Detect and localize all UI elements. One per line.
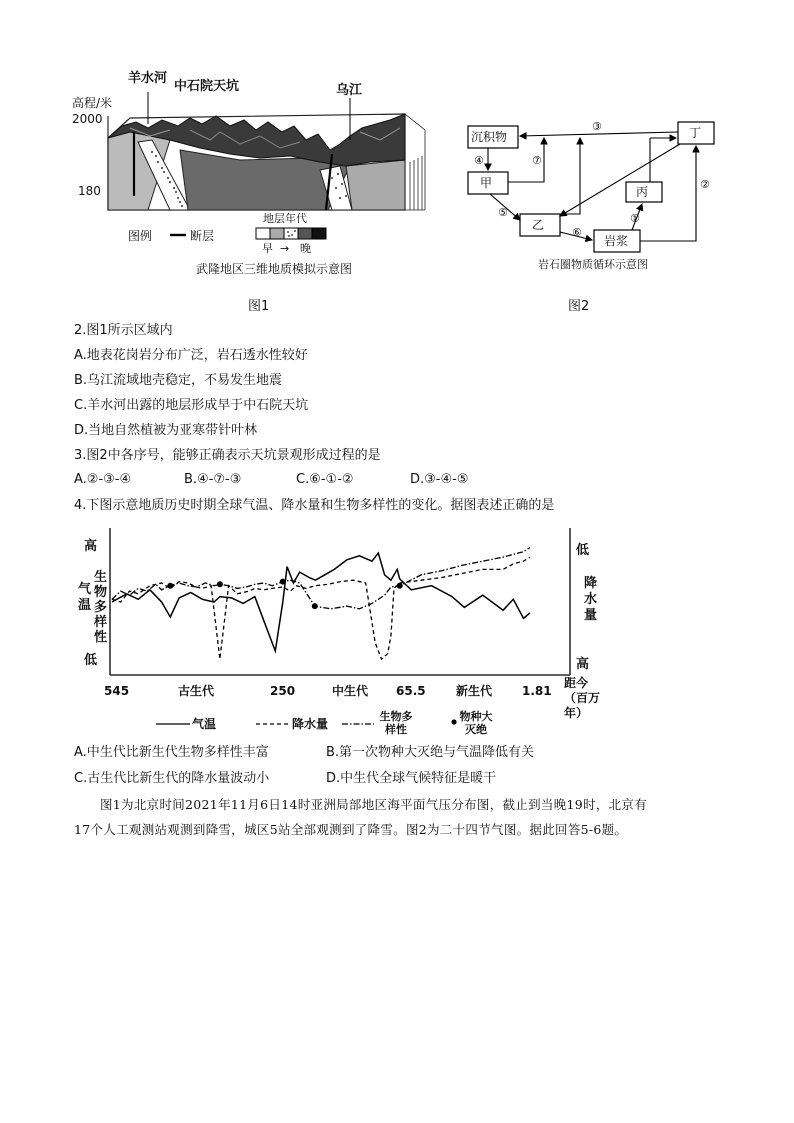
elevation-2000: 2000 [72, 112, 103, 126]
legend-temp: 气温 [192, 717, 217, 731]
legend-late: 晚 [300, 242, 311, 255]
left-axis-low: 低 [84, 653, 98, 668]
label-magma: 岩浆 [604, 234, 629, 248]
series-line-biodiversity [112, 548, 530, 609]
q4-option-b[interactable]: B.第一次物种大灭绝与气温降低有关 [326, 745, 535, 760]
right-axis-bottom: 高 [576, 657, 590, 672]
era-cenozoic: 新生代 [456, 684, 493, 698]
x-tick-250: 250 [270, 684, 296, 698]
legend-bio: 生物多样性 [379, 710, 413, 736]
extinction-marker-4 [312, 603, 318, 609]
q2-option-c[interactable]: C.羊水河出露的地层形成早于中石院天坑 [74, 398, 309, 413]
label-bing: 丙 [636, 185, 649, 199]
intro-5-6 [74, 792, 734, 842]
q2-option-b[interactable]: B.乌江流域地壳稳定，不易发生地震 [74, 373, 283, 388]
q3-option-c[interactable]: C.⑥-①-② [296, 472, 354, 487]
legend-extinct: 物种大灭绝 [459, 710, 493, 736]
q2-option-a[interactable]: A.地表花岗岩分布广泛，岩石透水性较好 [74, 348, 308, 363]
era-mesozoic: 中生代 [332, 684, 369, 698]
q3-option-b[interactable]: B.④-⑦-③ [184, 472, 242, 487]
question-4-options [74, 744, 714, 794]
extinction-marker-5 [397, 583, 403, 589]
label-yangshui-river: 羊水河 [128, 71, 168, 86]
chart-plot [70, 520, 630, 740]
climate-chart [70, 520, 630, 740]
legend-precip: 降水量 [292, 717, 329, 731]
elevation-unit: 高程/米 [72, 96, 113, 110]
left-axis-bio-label: 生物多样性 [94, 570, 108, 645]
legend-title: 图例 [128, 229, 153, 243]
label-ding: 丁 [689, 126, 702, 140]
figure-1 [70, 70, 430, 310]
q4-option-c[interactable]: C.古生代比新生代的降水量波动小 [74, 771, 270, 786]
legend-arrow: → [280, 242, 290, 255]
q2-stem: 2.图1所示区域内 [74, 323, 173, 338]
x-axis-label: 距今（百万年） [564, 676, 601, 720]
era-paleozoic: 古生代 [178, 684, 215, 698]
series-line-temperature [112, 553, 530, 651]
intro-line-2: 17个人工观测站观测到降雪，城区5站全部观测到了降雪。图2为二十四节气图。据此回答5-6题。 [74, 822, 628, 837]
figure-2 [460, 110, 720, 280]
figure-2-label: 图2 [568, 299, 590, 314]
extinction-marker-1 [167, 583, 173, 589]
label-sediment: 沉积物 [471, 130, 508, 144]
label-wujiang: 乌江 [336, 83, 363, 98]
label-jia: 甲 [480, 176, 493, 190]
x-tick-65-5: 65.5 [396, 684, 426, 698]
left-axis-high: 高 [84, 539, 98, 554]
figure-2-caption: 岩石圈物质循环示意图 [538, 258, 648, 271]
num-5: ⑤ [498, 206, 508, 219]
x-tick-545: 545 [104, 684, 130, 698]
q4-stem: 4.下图示意地质历史时期全球气温、降水量和生物多样性的变化。据图表述正确的是 [74, 498, 555, 513]
left-axis-temp-label: 气温 [78, 582, 92, 613]
num-2: ② [700, 178, 710, 191]
figure-1-label: 图1 [248, 299, 270, 314]
label-tiankeng: 中石院天坑 [174, 79, 240, 94]
legend-fault: 断层 [190, 229, 215, 243]
q3-stem: 3.图2中各序号，能够正确表示天坑景观形成过程的是 [74, 448, 381, 463]
right-axis-top: 低 [576, 543, 590, 558]
q4-option-d[interactable]: D.中生代全球气候特征是暖干 [326, 771, 497, 786]
elevation-180: 180 [78, 184, 101, 198]
right-axis-precip-label: 降水量 [584, 576, 598, 623]
question-2 [74, 318, 308, 443]
intro-line-1: 图1为北京时间2021年11月6日14时亚洲局部地区海平面气压分布图，截止到当晚19时，北京有 [100, 797, 648, 812]
q2-option-d[interactable]: D.当地自然植被为亚寒带针叶林 [74, 423, 258, 438]
legend-strata-age: 地层年代 [263, 212, 307, 225]
q3-option-d[interactable]: D.③-④-⑤ [410, 472, 469, 487]
legend-early: 早 [262, 242, 273, 255]
q4-option-a[interactable]: A.中生代比新生代生物多样性丰富 [74, 745, 269, 760]
num-6: ⑥ [572, 226, 582, 239]
extinction-marker-3 [280, 579, 286, 585]
num-3: ③ [592, 120, 602, 133]
num-7: ⑦ [532, 154, 542, 167]
num-1: ① [630, 212, 640, 225]
q3-option-a[interactable]: A.②-③-④ [74, 472, 132, 487]
figure-1-caption: 武隆地区三维地质模拟示意图 [196, 262, 353, 276]
num-4: ④ [474, 154, 484, 167]
extinction-marker-2 [217, 581, 223, 587]
label-yi: 乙 [532, 218, 545, 232]
x-tick-1-81: 1.81 [522, 684, 552, 698]
question-3 [74, 443, 674, 493]
